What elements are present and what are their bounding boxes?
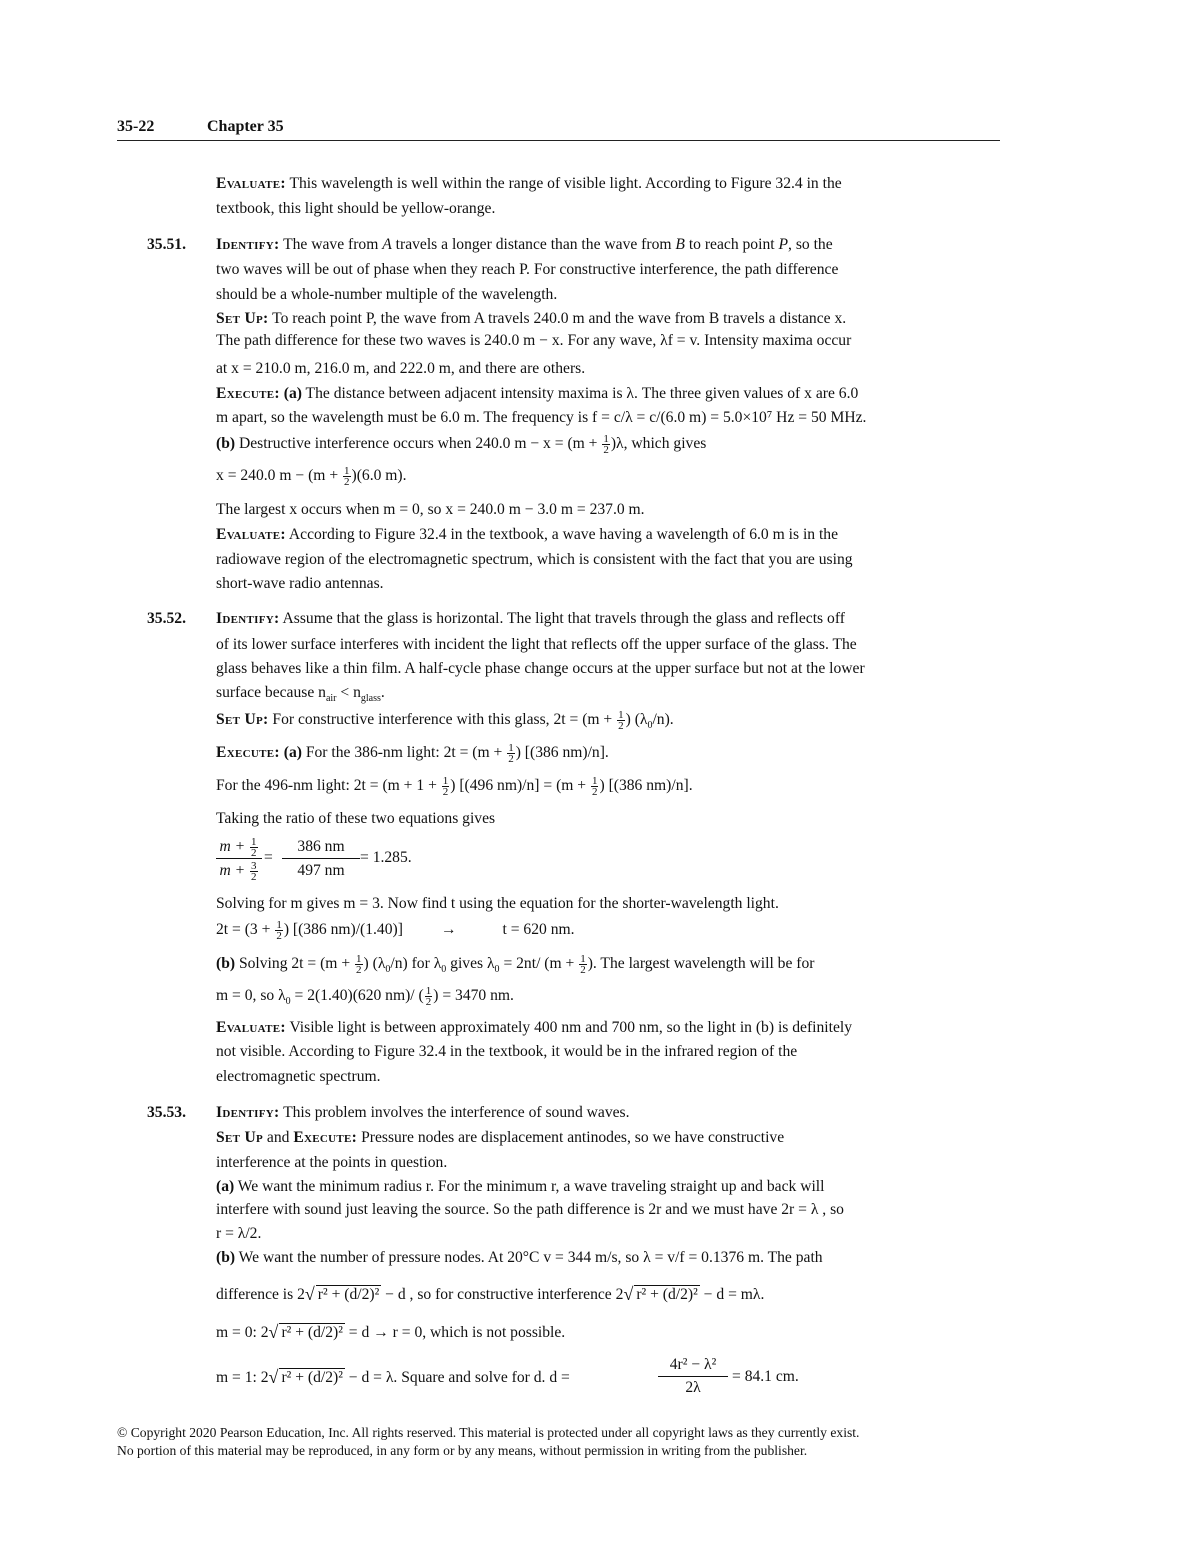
problem-number: 35.51. [147, 236, 186, 253]
equation: 2t = (3 + $\frac{1}{2}$ ) [(386 nm)/(1.40)] → t = 620 nm. [216, 919, 575, 942]
text-line: (b) Destructive interference occurs when 240.0 m − x = (m + $\frac{1}{2}$ )λ, which gives [216, 433, 707, 456]
equation: m = 0: 2√ r² + (d/2)² = d → r = 0, which is not possible. [216, 1322, 566, 1342]
text-line: Identify: Assume that the glass is horizontal. The light that travels through the glass and reflects off [216, 610, 845, 627]
text-line: short-wave radio antennas. [216, 575, 384, 592]
copyright-footer: © Copyright 2020 Pearson Education, Inc. All rights reserved. This material is protected under all copyright laws as they currently exist. No portion of this material may be reproduced, in any form or by any means, without permission in writing from the publisher. [117, 1425, 860, 1458]
text-line: = 84.1 cm. [732, 1368, 799, 1385]
page-number: 35-22 [117, 118, 155, 135]
text-line: Solving for m gives m = 3. Now find t using the equation for the shorter-wavelength light. [216, 895, 779, 912]
text-line: r = λ/2. [216, 1225, 262, 1242]
equation: difference is 2√ r² + (d/2)² − d , so for constructive interference 2√ r² + (d/2)² − d = mλ. [216, 1284, 765, 1304]
text-line: For the 496-nm light: 2t = (m + 1 + $\frac{1}{2}$ ) [(496 nm)/n] = (m + $\frac{1}{2}$ ) [(386 nm)/n]. [216, 775, 693, 798]
fraction: $\frac{1}{2}$ [442, 775, 449, 798]
text-line: Set Up: To reach point P, the wave from A travels 240.0 m and the wave from B travels a distance x. [216, 310, 847, 327]
text-line: glass behaves like a thin film. A half-cycle phase change occurs at the upper surface but not at the lower [216, 660, 865, 677]
text-line: Execute: (a) For the 386-nm light: 2t = (m + $\frac{1}{2}$ ) [(386 nm)/n]. [216, 742, 609, 765]
text-line: textbook, this light should be yellow-orange. [216, 200, 496, 217]
radical-icon: √ [268, 1367, 279, 1387]
text-line: Identify: The wave from A travels a longer distance than the wave from B to reach point P, so the [216, 236, 833, 253]
fraction: $\frac{1}{2}$ [276, 919, 282, 942]
fraction: $\frac{1}{2}$ [580, 953, 586, 976]
fraction: $\frac{1}{2}$ [618, 709, 624, 732]
page-header [117, 116, 1000, 141]
fraction: $\frac{1}{2}$ [603, 433, 609, 456]
text-line: (b) We want the number of pressure nodes. At 20°C v = 344 m/s, so λ = v/f = 0.1376 m. The path [216, 1249, 823, 1266]
radical-icon: √ [623, 1284, 634, 1304]
text-line: The largest x occurs when m = 0, so x = 240.0 m − 3.0 m = 237.0 m. [216, 501, 645, 518]
arrow-icon: → [440, 921, 457, 939]
text-line: should be a whole-number multiple of the wavelength. [216, 286, 558, 303]
text-line: Evaluate: According to Figure 32.4 in the textbook, a wave having a wavelength of 6.0 m is in the [216, 526, 839, 543]
radical-icon: √ [304, 1284, 315, 1304]
text-line: interfere with sound just leaving the source. So the path difference is 2r and we must have 2r = λ , so [216, 1201, 844, 1218]
fraction: $\frac{1}{2}$ [508, 742, 514, 765]
text-line: of its lower surface interferes with incident the light that reflects off the upper surface of the glass. The [216, 636, 857, 653]
text-line: (b) Solving 2t = (m + $\frac{1}{2}$ ) $(\lambda_0/n)$ for $\lambda_0$ gives $\lambda_0 = 2nt/$ (m + $\frac{1}{2}$ ). The largest wavelength will be for [216, 953, 815, 976]
chapter-title: Chapter 35 [207, 118, 284, 135]
text-line: Evaluate: Visible light is between approximately 400 nm and 700 nm, so the light in (b) is definitely [216, 1019, 852, 1036]
text-line: The path difference for these two waves is 240.0 m − x. For any wave, λf = v. Intensity maxima occur [216, 332, 852, 349]
text-line: at x = 210.0 m, 216.0 m, and 222.0 m, and there are others. [216, 360, 586, 377]
text-line: surface because $n_{air} < n_{glass}$. [216, 684, 385, 705]
text-line: Taking the ratio of these two equations gives [216, 810, 496, 827]
text-line: two waves will be out of phase when they reach P. For constructive interference, the path difference [216, 261, 839, 278]
equation: x = 240.0 m − (m + $\frac{1}{2}$ )(6.0 m). [216, 465, 407, 488]
text-line: m apart, so the wavelength must be 6.0 m. The frequency is f = c/λ = c/(6.0 m) = 5.0×10⁷ Hz = 50 MHz. [216, 409, 867, 426]
text-line: Execute: (a) The distance between adjacent intensity maxima is λ. The three given values of x are 6.0 [216, 385, 859, 402]
text-line: not visible. According to Figure 32.4 in the textbook, it would be in the infrared region of the [216, 1043, 798, 1060]
fraction: $\frac{1}{2}$ [591, 775, 598, 798]
fraction: 4r² − λ² 2λ [658, 1354, 728, 1399]
text-line: interference at the points in question. [216, 1154, 448, 1171]
radical-icon: √ [268, 1322, 279, 1342]
text-line: Set Up and Execute: Pressure nodes are displacement antinodes, so we have constructive [216, 1129, 785, 1146]
text-line: Identify: This problem involves the interference of sound waves. [216, 1104, 630, 1121]
text-line: radiowave region of the electromagnetic spectrum, which is consistent with the fact that you are using [216, 551, 853, 568]
fraction: $\frac{1}{2}$ [425, 985, 432, 1008]
equation: m = 1: 2√ r² + (d/2)² − d = λ. Square and solve for d. d = [216, 1367, 570, 1387]
text-line: (a) We want the minimum radius r. For the minimum r, a wave traveling straight up and back will [216, 1178, 825, 1195]
problem-number: 35.52. [147, 610, 186, 627]
fraction: $\frac{1}{2}$ [344, 465, 350, 488]
ratio-equation: m + $\frac{1}{2}$ m + $\frac{3}{2}$ = 386 nm 497 nm = 1.285. [216, 836, 416, 890]
text-line: Evaluate: This wavelength is well within the range of visible light. According to Figure 32.4 in the [216, 175, 842, 192]
text-line: electromagnetic spectrum. [216, 1068, 381, 1085]
text-line: m = 0, so $\lambda_0 = 2(1.40)(620$ nm)/ ( $\frac{1}{2}$ ) = 3470 nm. [216, 985, 514, 1008]
fraction: $\frac{1}{2}$ [356, 953, 362, 976]
problem-number: 35.53. [147, 1104, 186, 1121]
text-line: Set Up: For constructive interference with this glass, 2t = (m + $\frac{1}{2}$ ) $(\lambda_0/n)$. [216, 709, 674, 732]
